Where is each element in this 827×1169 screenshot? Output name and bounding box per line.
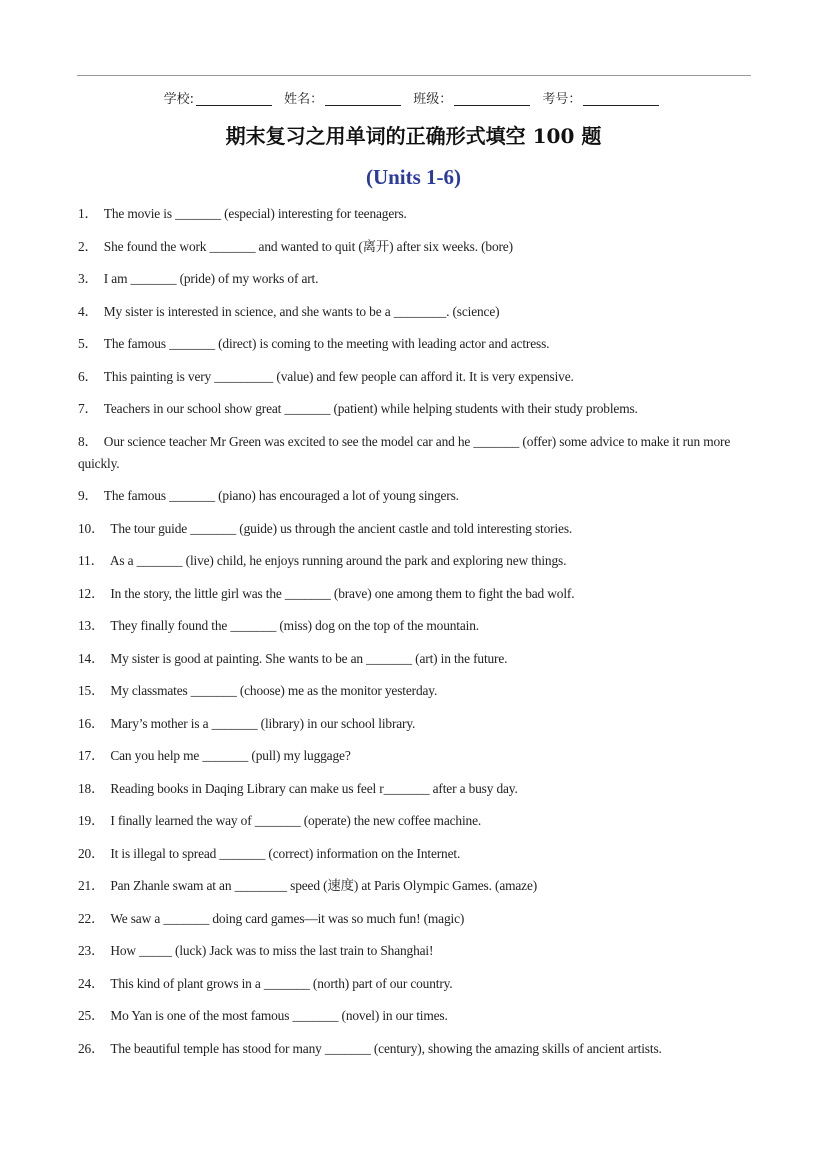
question-number: 3． — [78, 271, 98, 286]
question-text: Our science teacher Mr Green was excited to see the model car and he _______ (offer) some advice to make it run more quickly. — [78, 433, 731, 471]
question-item — [78, 680, 748, 702]
question-text: As a _______ (live) child, he enjoys running around the park and exploring new things. — [109, 553, 567, 568]
question-number: 19． — [78, 813, 105, 828]
name-field: 姓名： — [284, 88, 405, 107]
question-number: 25． — [78, 1008, 105, 1023]
question-text: It is illegal to spread _______ (correct) information on the Internet. — [110, 845, 461, 861]
question-text: This painting is very _________ (value) and few people can afford it. It is very expensive. — [103, 368, 574, 384]
question-item — [78, 485, 748, 507]
question-item — [78, 203, 748, 225]
question-item — [78, 398, 748, 420]
question-item — [78, 268, 748, 290]
question-item — [78, 778, 748, 800]
question-item — [78, 875, 748, 897]
question-item — [78, 908, 748, 930]
question-text: The beautiful temple has stood for many _______ (century), showing the amazing skills of ancient artists. — [110, 1040, 662, 1056]
question-number: 12． — [78, 585, 105, 601]
question-text: She found the work _______ and wanted to quit (离开) after six weeks. (bore) — [103, 238, 513, 254]
question-number: 13． — [78, 618, 105, 633]
question-item — [78, 648, 748, 670]
question-item — [78, 333, 748, 355]
question-text: My sister is good at painting. She wants to be an _______ (art) in the future. — [110, 650, 508, 666]
question-number: 8． — [78, 433, 98, 449]
page-title: 期末复习之用单词的正确形式填空 100 题 — [225, 124, 602, 148]
question-number: 11． — [78, 553, 104, 568]
school-field: 学校: — [164, 88, 276, 107]
class-field: 班级： — [413, 88, 534, 107]
question-number: 14． — [78, 650, 105, 666]
question-item — [78, 973, 748, 995]
question-text: How _____ (luck) Jack was to miss the last train to Shanghai! — [110, 943, 434, 958]
question-item — [78, 1005, 748, 1027]
question-number: 9． — [78, 488, 98, 503]
question-item — [78, 940, 748, 962]
question-item — [78, 615, 748, 637]
question-number: 6． — [78, 368, 98, 384]
question-item — [78, 366, 748, 388]
question-text: My classmates _______ (choose) me as the monitor yesterday. — [110, 683, 438, 698]
question-item — [78, 745, 748, 767]
school-blank[interactable] — [196, 91, 272, 106]
question-text: Pan Zhanle swam at an ________ speed (速度) at Paris Olympic Games. (amaze) — [110, 878, 538, 893]
question-text: In the story, the little girl was the _______ (brave) one among them to fight the bad wolf. — [110, 585, 575, 601]
exam-number-field: 考号： — [542, 88, 663, 107]
question-number: 23． — [78, 943, 105, 958]
question-number: 24． — [78, 975, 105, 991]
question-number: 22． — [78, 910, 105, 926]
header-rule — [77, 75, 751, 76]
question-number: 10． — [78, 520, 105, 536]
question-text: Mo Yan is one of the most famous _______ (novel) in our times. — [110, 1008, 448, 1023]
question-item — [78, 583, 748, 605]
question-item — [78, 843, 748, 865]
question-number: 1． — [78, 206, 98, 221]
question-number: 16． — [78, 715, 105, 731]
question-number: 5． — [78, 336, 98, 351]
question-number: 17． — [78, 748, 105, 763]
question-text: This kind of plant grows in a _______ (north) part of our country. — [110, 975, 453, 991]
question-list — [78, 203, 748, 1070]
page-subtitle: (Units 1-6) — [365, 165, 462, 189]
question-item — [78, 518, 748, 540]
question-number: 18． — [78, 780, 105, 796]
question-text: The tour guide _______ (guide) us through the ancient castle and told interesting stories. — [110, 520, 573, 536]
question-item — [78, 431, 748, 475]
question-item — [78, 713, 748, 735]
question-number: 21． — [78, 878, 105, 893]
question-number: 2． — [78, 238, 98, 254]
question-text: I am _______ (pride) of my works of art. — [103, 271, 319, 286]
question-number: 7． — [78, 401, 98, 416]
question-text: The movie is _______ (especial) interesting for teenagers. — [103, 206, 407, 221]
question-number: 20． — [78, 845, 105, 861]
question-text: The famous _______ (direct) is coming to the meeting with leading actor and actress. — [103, 336, 550, 351]
question-text: The famous _______ (piano) has encouraged a lot of young singers. — [103, 488, 459, 503]
student-info-line — [0, 88, 827, 107]
question-number: 15． — [78, 683, 105, 698]
question-text: Reading books in Daqing Library can make us feel r_______ after a busy day. — [110, 780, 518, 796]
question-item — [78, 301, 748, 323]
question-text: I finally learned the way of _______ (operate) the new coffee machine. — [110, 813, 482, 828]
class-blank[interactable] — [454, 91, 530, 106]
question-item — [78, 550, 748, 572]
question-number: 4． — [78, 303, 98, 319]
exam-number-blank[interactable] — [583, 91, 659, 106]
name-blank[interactable] — [325, 91, 401, 106]
question-item — [78, 236, 748, 258]
question-text: Can you help me _______ (pull) my luggage? — [110, 748, 351, 763]
question-text: They finally found the _______ (miss) dog on the top of the mountain. — [110, 618, 479, 633]
question-text: We saw a _______ doing card games—it was so much fun! (magic) — [110, 910, 465, 926]
question-text: My sister is interested in science, and she wants to be a ________. (science) — [103, 303, 500, 319]
question-text: Teachers in our school show great _______ (patient) while helping students with their study problems. — [103, 401, 638, 416]
question-item — [78, 1038, 748, 1060]
question-text: Mary’s mother is a _______ (library) in our school library. — [110, 715, 416, 731]
question-number: 26． — [78, 1040, 105, 1056]
question-item — [78, 810, 748, 832]
